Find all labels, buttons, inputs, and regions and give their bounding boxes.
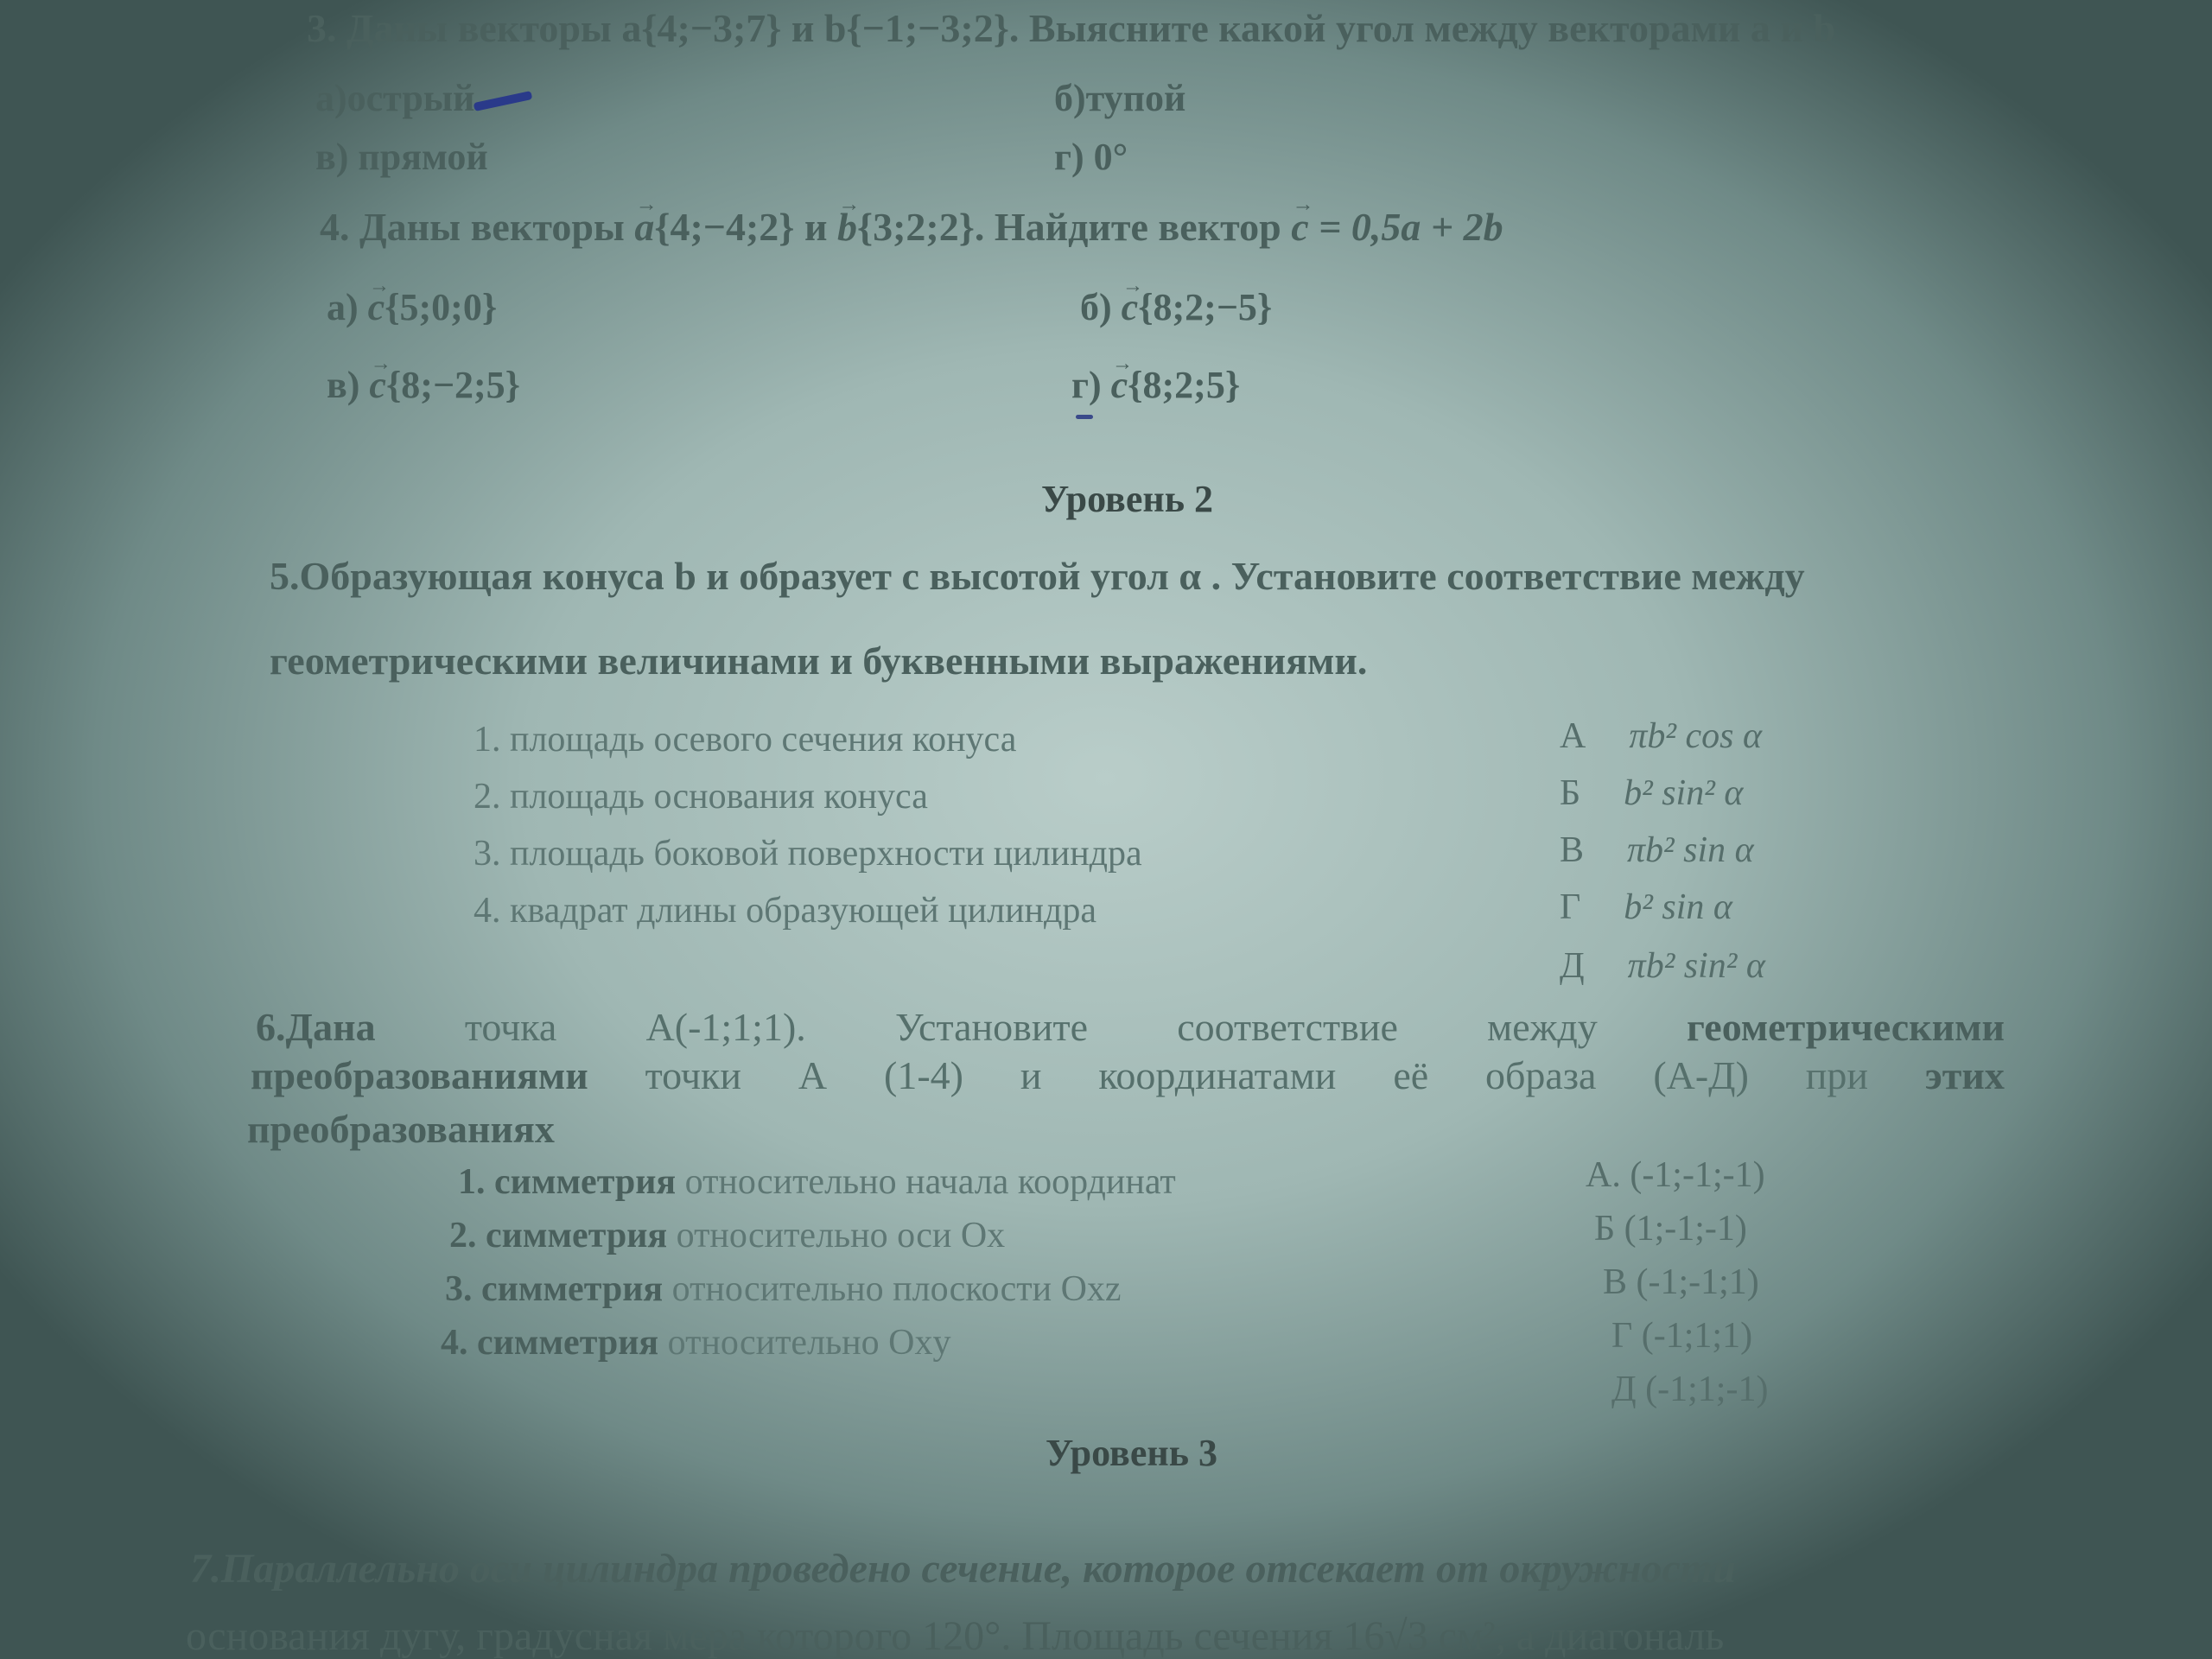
q6-word: А — [798, 1053, 828, 1097]
q6-answer-b: Б (1;-1;-1) — [1594, 1209, 1747, 1249]
q3-option-a: а)острый — [315, 77, 475, 119]
q6-line2 — [251, 1052, 2005, 1098]
vector-c-symbol: → c — [369, 363, 386, 407]
vector-a-symbol: → a — [634, 204, 654, 250]
q7-line1-text: 7.Параллельно оси цилиндра проведено сечение, которое отсекает от окружности — [190, 1546, 1736, 1592]
item-prefix: 4. симметрия — [441, 1323, 659, 1363]
answer-expression: πb² sin α — [1627, 830, 1754, 870]
q4-prefix: 4. Даны векторы — [320, 205, 635, 249]
q6-word: (1-4) — [884, 1053, 963, 1097]
level-2-heading: Уровень 2 — [1041, 478, 1213, 520]
q6-word: точки — [645, 1053, 742, 1097]
q6-item-2 — [449, 1215, 1005, 1256]
q6-word: её — [1393, 1053, 1429, 1097]
vector-c-symbol: → c — [1122, 285, 1139, 329]
q4-suffix: . Найдите вектор — [974, 205, 1292, 249]
q5-item-2: 2. площадь основания конуса — [474, 777, 928, 817]
q6-word: при — [1805, 1053, 1868, 1097]
q6-answer-d: Д (-1;1;-1) — [1611, 1370, 1769, 1409]
q6-item-4 — [441, 1322, 950, 1363]
vector-b-symbol: → b — [837, 204, 857, 250]
q4-option-a-value: {5;0;0} — [385, 286, 498, 328]
q6-line3: преобразованиях — [247, 1107, 555, 1151]
q5-answer-v — [1560, 830, 1754, 871]
q6-word: геометрическими — [1687, 1005, 2005, 1049]
q6-item-3 — [445, 1268, 1122, 1310]
item-rest: относительно плоскости Oxz — [663, 1269, 1122, 1309]
answer-letter: В — [1560, 830, 1585, 870]
q4-option-b — [1080, 285, 1272, 329]
q4-a-value: {4;−4;2} — [654, 205, 795, 249]
pen-mark — [474, 91, 533, 111]
q4-option-v-label: в) — [327, 364, 370, 406]
q6-word: точка — [464, 1005, 557, 1049]
level-3-heading: Уровень 3 — [1046, 1432, 1217, 1474]
q4-option-g-label: г) — [1071, 364, 1111, 406]
q6-item-1 — [458, 1161, 1176, 1203]
item-prefix: 3. симметрия — [445, 1269, 664, 1309]
q6-answer-g: Г (-1;1;1) — [1611, 1316, 1753, 1356]
answer-expression: b² sin α — [1624, 887, 1732, 927]
q6-word: 6.Дана — [256, 1005, 376, 1049]
q6-word: Установите — [894, 1005, 1088, 1049]
q4-option-a — [327, 285, 497, 329]
q6-word: преобразованиями — [251, 1053, 588, 1097]
q5-line1: 5.Образующая конуса b и образует с высотой угол α . Установите соответствие между — [270, 554, 1805, 598]
item-rest: относительно начала координат — [676, 1162, 1176, 1202]
q5-answer-d — [1560, 945, 1765, 987]
q4-option-b-value: {8;2;−5} — [1138, 286, 1273, 328]
answer-letter: Г — [1560, 887, 1581, 927]
q6-word: между — [1487, 1005, 1598, 1049]
q6-word: соответствие — [1177, 1005, 1398, 1049]
q6-word: этих — [1924, 1053, 2005, 1097]
answer-letter: Д — [1560, 946, 1585, 986]
vector-c-symbol: → c — [368, 285, 385, 329]
q7-line1 — [190, 1545, 1736, 1592]
q3-option-b: б)тупой — [1054, 77, 1186, 119]
q5-line2: геометрическими величинами и буквенными выражениями. — [270, 639, 1368, 683]
answer-letter: А — [1560, 716, 1586, 756]
item-prefix: 2. симметрия — [449, 1216, 668, 1255]
q6-word: координатами — [1098, 1053, 1337, 1097]
q4-option-a-label: а) — [327, 286, 368, 328]
q3-option-v: в) прямой — [315, 136, 488, 178]
q6-word: А(-1;1;1). — [645, 1005, 806, 1049]
q6-line1 — [256, 1004, 2005, 1050]
q4-option-b-label: б) — [1080, 286, 1122, 328]
answer-letter: Б — [1560, 773, 1581, 813]
pen-underline-mark — [1076, 415, 1093, 419]
item-rest: относительно Oxy — [658, 1323, 951, 1363]
q4-option-v-value: {8;−2;5} — [385, 364, 521, 406]
q3-text: 3. Даны векторы a{4;−3;7} и b{−1;−3;2}. Выясните какой угол между векторами a и b — [307, 6, 1836, 50]
q4-mid: и — [794, 205, 837, 249]
q5-answer-a — [1560, 715, 1762, 757]
answer-expression: πb² sin² α — [1627, 946, 1765, 986]
q6-answer-a: А. (-1;-1;-1) — [1586, 1155, 1765, 1195]
q6-word: и — [1020, 1053, 1042, 1097]
q7-line2: основания дугу, градусная мера которого 120°. Площадь сечения 16√3 см², а диагональ — [186, 1613, 1725, 1659]
q4-option-g-value: {8;2;5} — [1128, 364, 1241, 406]
q4-b-value: {3;2;2} — [856, 205, 975, 249]
vector-c-symbol: → c — [1291, 204, 1308, 250]
q6-word: (А-Д) — [1653, 1053, 1749, 1097]
q5-answer-b — [1560, 772, 1743, 814]
q5-answer-g — [1560, 887, 1732, 928]
q5-item-4: 4. квадрат длины образующей цилиндра — [474, 891, 1097, 931]
q6-answer-v: В (-1;-1;1) — [1603, 1262, 1759, 1302]
answer-expression: πb² cos α — [1629, 716, 1763, 756]
item-rest: относительно оси Ох — [667, 1216, 1006, 1255]
item-prefix: 1. симметрия — [458, 1162, 677, 1202]
q4-option-v — [327, 363, 520, 407]
q4-text — [320, 204, 1503, 250]
vector-c-symbol: → c — [1111, 363, 1128, 407]
q4-option-g — [1071, 363, 1240, 407]
q4-formula: = 0,5a + 2b — [1308, 205, 1503, 249]
q6-word: образа — [1485, 1053, 1597, 1097]
q3-option-g: г) 0° — [1054, 136, 1128, 178]
answer-expression: b² sin² α — [1624, 773, 1744, 813]
q5-item-1: 1. площадь осевого сечения конуса — [474, 720, 1017, 760]
q5-item-3: 3. площадь боковой поверхности цилиндра — [474, 834, 1142, 874]
